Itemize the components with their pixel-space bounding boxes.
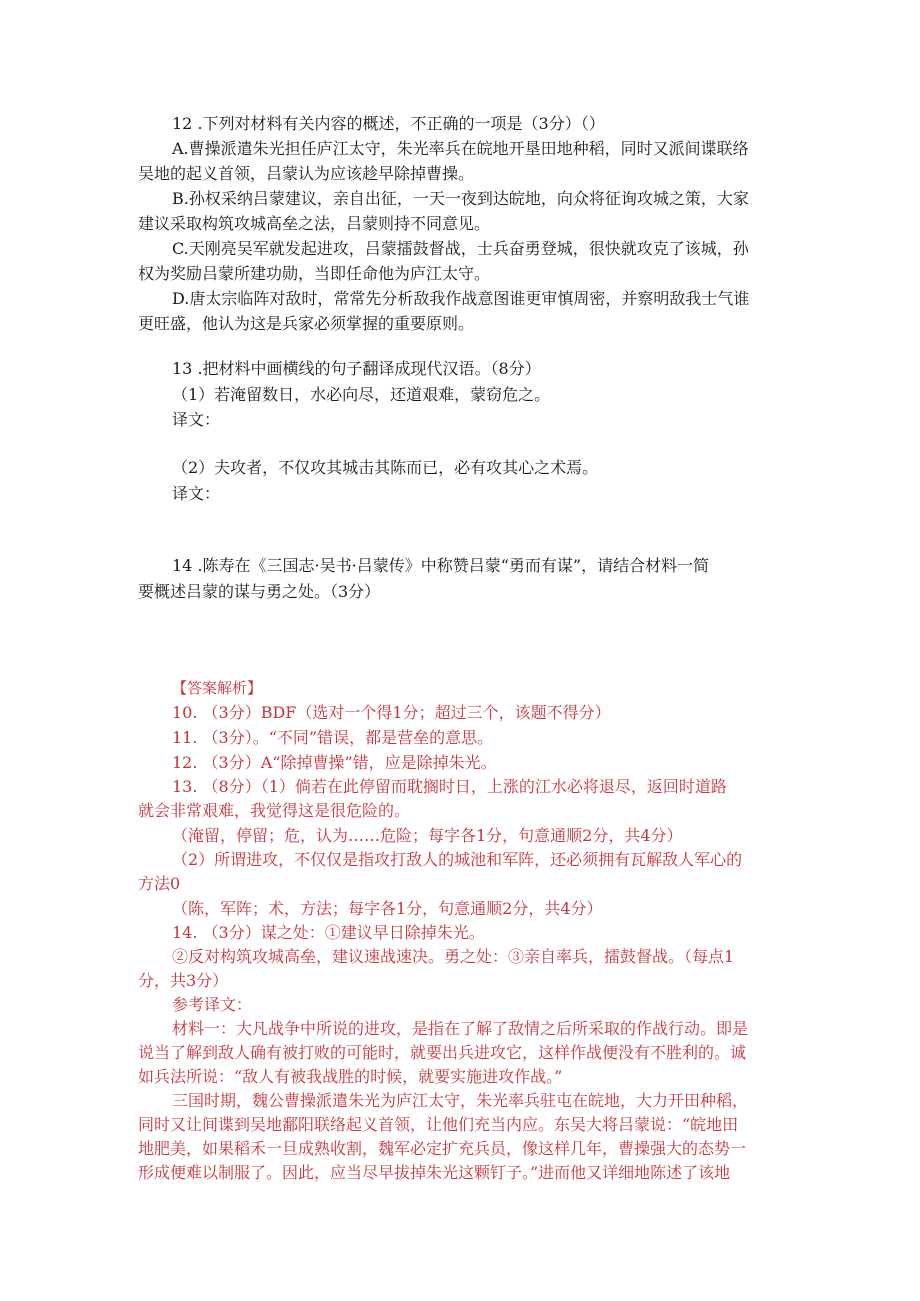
translation-para2-line3: 地肥美，如果稻禾一旦成熟收割，魏军必定扩充兵员，像这样几年，曹操强大的态势一: [138, 1139, 747, 1158]
question-14-stem-line1: 14 .陈寿在《三国志·吴书·吕蒙传》中称赞吕蒙“勇而有谋”，请结合材料一简: [172, 556, 710, 575]
answer-13-line2: 就会非常艰难，我觉得这是很危险的。: [138, 801, 411, 820]
question-12-option-a-line1: A.曹操派遣朱光担任庐江太守，朱光率兵在皖地开垦田地种稻，同时又派间谍联络: [172, 139, 749, 158]
translation-para1-line2: 说当了解到敌人确有被打败的可能时，就要出兵进攻它，这样作战便没有不胜利的。诚: [138, 1043, 747, 1062]
translation-para2-line2: 同时又让间谍到吴地鄱阳联络起义首领，让他们充当内应。东吴大将吕蒙说：“皖地田: [138, 1115, 739, 1134]
answer-13-scoring-1: （淹留，停留；危，认为……危险；每字各1分，句意通顺2分，共4分）: [172, 826, 683, 845]
answer-13-part2-line2: 方法0: [138, 874, 181, 893]
question-12-option-d-line2: 更旺盛，他认为这是兵家必须掌握的重要原则。: [138, 314, 475, 333]
translation-label-2: 译文：: [172, 484, 221, 503]
answer-11: 11. （3分）。“不同”错误，都是营垒的意思。: [172, 728, 494, 747]
question-12-option-b-line1: B.孙权采纳吕蒙建议，亲自出征，一天一夜到达皖地，向众将征询攻城之策，大家: [172, 189, 749, 208]
question-12-option-b-line2: 建议采取构筑攻城高垒之法，吕蒙则持不同意见。: [138, 214, 491, 233]
answer-13-part2-line1: （2）所谓进攻，不仅仅是指攻打敌人的城池和军阵，还必须拥有瓦解敌人军心的: [172, 850, 743, 869]
question-14-stem-line2: 要概述吕蒙的谋与勇之处。（3分）: [138, 582, 381, 601]
answer-13-scoring-2: （陈，军阵；术，方法；每字各1分，句意通顺2分，共4分）: [172, 899, 603, 918]
question-12-option-d-line1: D.唐太宗临阵对敌时，常常先分析敌我作战意图谁更审慎周密，并察明敌我士气谁: [172, 289, 750, 308]
translation-para1-line1: 材料一：大凡战争中所说的进攻，是指在了解了敌情之后所采取的作战行动。即是: [172, 1019, 749, 1038]
translation-para2-line4: 形成便难以制服了。因此，应当尽早拔掉朱光这颗钉子。”进而他又详细地陈述了该地: [138, 1163, 731, 1182]
translation-label-1: 译文：: [172, 410, 221, 429]
question-13-sentence-1: （1）若淹留数日，水必向尽，还道艰难，蒙窃危之。: [172, 385, 551, 404]
reference-translation-label: 参考译文：: [172, 995, 253, 1014]
question-12-option-a-line2: 吴地的起义首领，吕蒙认为应该趁早除掉曹操。: [138, 164, 475, 183]
answer-10: 10. （3分）BDF（选对一个得1分；超过三个，该题不得分）: [172, 703, 611, 722]
translation-para2-line1: 三国时期，魏公曹操派遣朱光为庐江太守，朱光率兵驻屯在皖地，大力开田种稻，: [172, 1091, 749, 1110]
answer-header: 【答案解析】: [172, 679, 263, 697]
question-13-stem: 13 .把材料中画横线的句子翻译成现代汉语。（8分）: [172, 359, 541, 378]
translation-para1-line3: 如兵法所说：“敌人有被我战胜的时候，就要实施进攻作战。”: [138, 1067, 563, 1086]
answer-12: 12. （3分）A“除掉曹操”错，应是除掉朱光。: [172, 753, 497, 772]
question-12-option-c-line2: 权为奖励吕蒙所建功勋，当即任命他为庐江太守。: [138, 264, 491, 283]
answer-14-line1: 14. （3分）谋之处：①建议早日除掉朱光。: [172, 923, 485, 942]
answer-13-line1: 13. （8分）（1）倘若在此停留而耽搁时日，上涨的江水必将退尽，返回时道路: [172, 777, 727, 796]
answer-14-line3: 分，共3分）: [138, 971, 229, 990]
answer-14-line2: ②反对构筑攻城高垒，建议速战速决。勇之处：③亲自率兵，擂鼓督战。（每点1: [172, 947, 735, 966]
question-12-stem: 12 .下列对材料有关内容的概述，不正确的一项是（3分）（）: [172, 114, 605, 133]
question-12-option-c-line1: C.天刚亮吴军就发起进攻，吕蒙擂鼓督战，士兵奋勇登城，很快就攻克了该城，孙: [172, 239, 749, 258]
question-13-sentence-2: （2）夫攻者，不仅攻其城击其陈而已，必有攻其心之术焉。: [172, 458, 599, 477]
